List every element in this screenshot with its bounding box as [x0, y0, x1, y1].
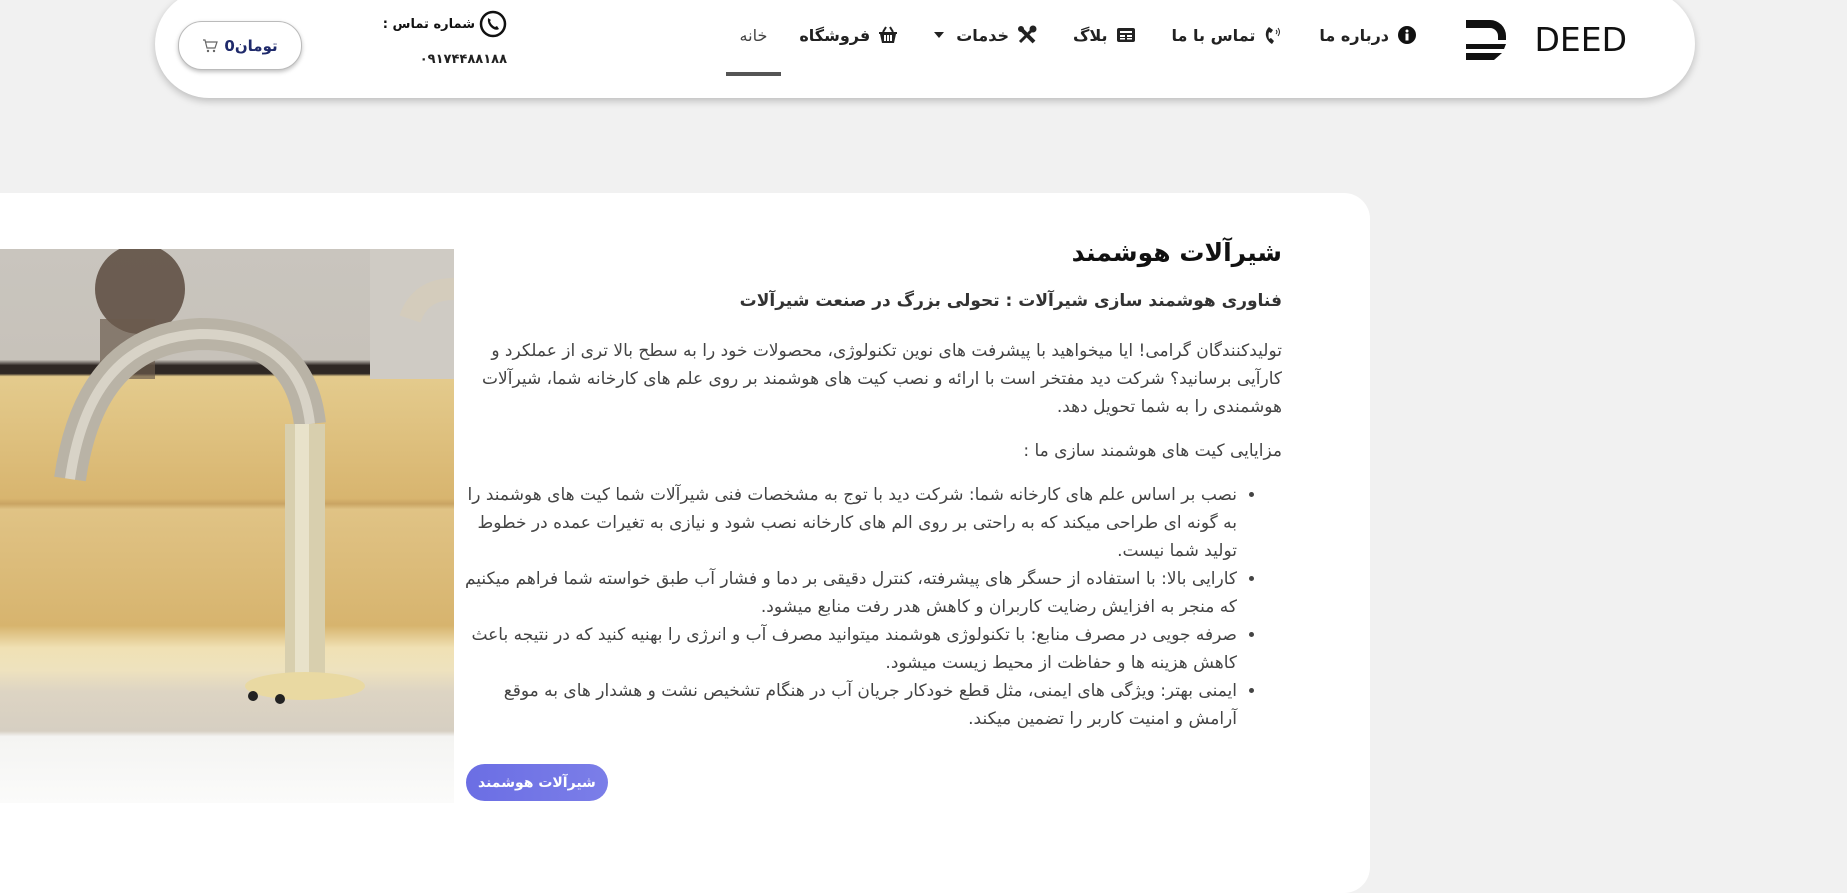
faucet-illustration-icon: [0, 249, 454, 803]
chevron-down-icon: [934, 32, 944, 38]
cart-button[interactable]: [178, 21, 302, 70]
info-circle-icon: [1397, 25, 1417, 45]
nav-item-shop[interactable]: [781, 18, 916, 52]
category-tag-button[interactable]: شیرآلات هوشمند: [466, 764, 608, 801]
article-intro: تولیدکنندگان گرامی! ایا میخواهید با پیشرفت های نوین تکنولوژی، محصولات خود را به سطح بالا تری از عملکرد و کارآیی برسانید؟ شرکت دید مفتخر است با ارائه و نصب کیت های هوشمند بر روی علم های کارخانه شما، شیرآلات هوشمندی را به شما تحویل دهد.: [482, 341, 1282, 417]
site-header: [155, 0, 1695, 98]
cart-icon: [202, 39, 218, 53]
nav-item-about[interactable]: [1301, 18, 1435, 52]
basket-icon: [878, 25, 898, 45]
article-content: [452, 238, 1282, 733]
nav-label: خدمات: [956, 25, 1009, 45]
nav-item-services[interactable]: [916, 18, 1055, 52]
logo-mark-icon: [1464, 16, 1510, 62]
feature-item: • صرفه جویی در مصرف منابع: با تکنولوژی هوشمند میتوانید مصرف آب و انرژی را بهنیه کنید که در نتیجه باعث کاهش هزینه ها و حفاظت از محیط زیست میشود.: [452, 621, 1237, 677]
nav-label: فروشگاه: [799, 25, 871, 45]
feature-item: • نصب بر اساس علم های کارخانه شما: شرکت دید با توج به مشخصات فنی شیرآلات شما کیت های هوشمند را به گونه ای طراحی میکند که به راحتی بر روی الم های کارخانه نصب شود و نیازی به تغیرات عمده در خطوط تولید شما نیست.: [452, 481, 1237, 565]
feature-item: • کارایی بالا: با استفاده از حسگر های پیشرفته، کنترل دقیقی بر دما و فشار آب طبق خواسته شما فراهم میکنیم که منجر به افزایش رضایت کاربران و کاهش هدر رفت منابع میشود.: [452, 565, 1237, 621]
product-image: [0, 249, 454, 803]
nav-item-contact[interactable]: [1154, 18, 1302, 52]
page-title: شیرآلات هوشمند: [1071, 238, 1282, 267]
contact-phone[interactable]: ۰۹۱۷۴۴۸۸۱۸۸: [419, 52, 507, 67]
cart-total: تومان0: [224, 36, 278, 55]
nav-item-blog[interactable]: [1055, 18, 1154, 52]
article-subtitle: فناوری هوشمند سازی شیرآلات : تحولی بزرگ در صنعت شیرآلات: [739, 291, 1282, 311]
phone-circle-icon: [479, 10, 507, 38]
newspaper-icon: [1116, 25, 1136, 45]
contact-label: شماره تماس :: [382, 16, 475, 32]
features-heading: مزایایی کیت های هوشمند سازی ما :: [1023, 441, 1282, 461]
phone-volume-icon: [1263, 25, 1283, 45]
contact-info: [377, 10, 507, 67]
nav-label: خانه: [739, 25, 768, 45]
main-nav: [696, 18, 1435, 52]
nav-label: بلاگ: [1072, 25, 1108, 45]
nav-label: درباره ما: [1319, 25, 1389, 45]
logo-text: DEED: [1534, 19, 1627, 59]
features-list: [452, 481, 1282, 733]
logo[interactable]: [1464, 16, 1627, 62]
tools-icon: [1017, 25, 1037, 45]
nav-item-home[interactable]: [726, 18, 782, 52]
feature-item: • ایمنی بهتر: ویژگی های ایمنی، مثل قطع خودکار جریان آب در هنگام تشخیص نشت و هشدار های به موقع آرامش و امنیت کاربر را تضمین میکند.: [452, 677, 1237, 733]
nav-label: تماس با ما: [1171, 25, 1256, 45]
